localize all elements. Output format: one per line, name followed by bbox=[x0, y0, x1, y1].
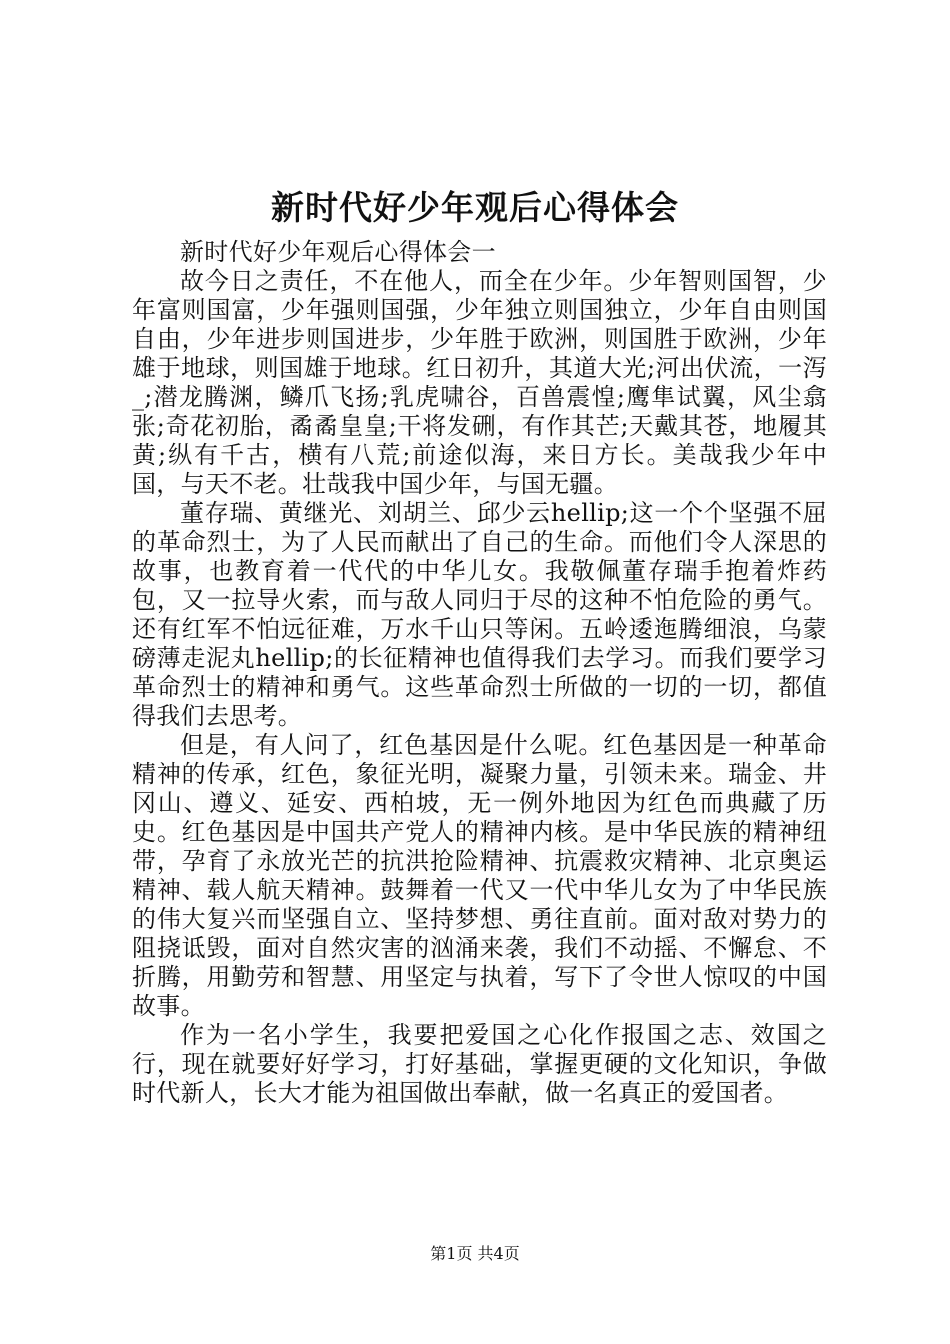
paragraph: 董存瑞、黄继光、刘胡兰、邱少云hellip;这一个个坚强不屈的革命烈士，为了人民而献出了自己的生命。而他们令人深思的故事，也教育着一代代的中华儿女。我敬佩董存瑞手抱着炸药包，又一拉导火索，而与敌人同归于尽的这种不怕危险的勇气。还有红军不怕远征难，万水千山只等闲。五岭逶迤腾细浪，乌蒙磅薄走泥丸hellip;的长征精神也值得我们去学习。而我们要学习革命烈士的精神和勇气。这些革命烈士所做的一切的一切，都值得我们去思考。 bbox=[132, 499, 827, 730]
document-body bbox=[132, 238, 827, 1108]
page-number-footer: 第1页 共4页 bbox=[430, 1244, 520, 1263]
paragraph: 但是，有人问了，红色基因是什么呢。红色基因是一种革命精神的传承，红色，象征光明，凝聚力量，引领未来。瑞金、井冈山、遵义、延安、西柏坡，无一例外地因为红色而典藏了历史。红色基因是中国共产党人的精神内核。是中华民族的精神纽带，孕育了永放光芒的抗洪抢险精神、抗震救灾精神、北京奥运精神、载人航天精神。鼓舞着一代又一代中华儿女为了中华民族的伟大复兴而坚强自立、坚持梦想、勇往直前。面对敌对势力的阻挠诋毁，面对自然灾害的汹涌来袭，我们不动摇、不懈怠、不折腾，用勤劳和智慧、用坚定与执着，写下了令世人惊叹的中国故事。 bbox=[132, 731, 827, 1020]
paragraph: 作为一名小学生，我要把爱国之心化作报国之志、效国之行，现在就要好好学习，打好基础，掌握更硬的文化知识，争做时代新人，长大才能为祖国做出奉献，做一名真正的爱国者。 bbox=[132, 1021, 827, 1107]
paragraph: 故今日之责任，不在他人，而全在少年。少年智则国智，少年富则国富，少年强则国强，少年独立则国独立，少年自由则国自由，少年进步则国进步，少年胜于欧洲，则国胜于欧洲，少年雄于地球，则国雄于地球。红日初升，其道大光;河出伏流，一泻_;潜龙腾渊，鳞爪飞扬;乳虎啸谷，百兽震惶;鹰隼试翼，风尘翕张;奇花初胎，矞矞皇皇;干将发硎，有作其芒;天戴其苍，地履其黄;纵有千古，横有八荒;前途似海，来日方长。美哉我少年中国，与天不老。壮哉我中国少年，与国无疆。 bbox=[132, 267, 827, 498]
document-title: 新时代好少年观后心得体会 bbox=[271, 188, 679, 227]
section-heading: 新时代好少年观后心得体会一 bbox=[180, 238, 496, 266]
